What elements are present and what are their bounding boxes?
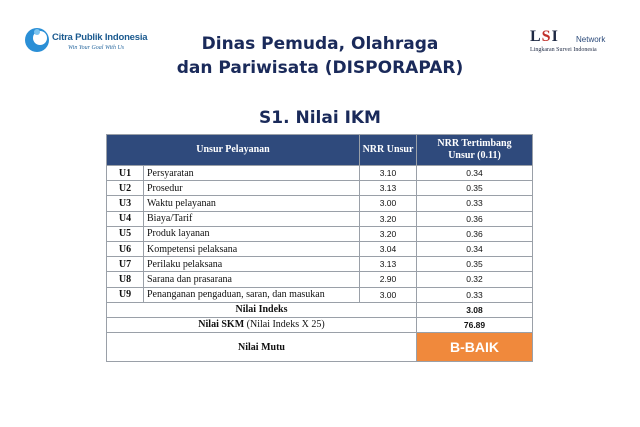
row-nrr: 3.04 bbox=[360, 241, 417, 256]
ikm-table bbox=[106, 134, 533, 362]
col-nrr-unsur: NRR Unsur bbox=[360, 135, 417, 166]
row-code: U1 bbox=[107, 166, 144, 181]
citra-publik-logo bbox=[24, 22, 148, 62]
row-weighted-nrr: 0.35 bbox=[417, 181, 533, 196]
citra-logo-tagline: Win Your Goal With Us bbox=[68, 45, 125, 51]
nilai-skm-value: 76.89 bbox=[417, 317, 533, 332]
row-code: U3 bbox=[107, 196, 144, 211]
table-row bbox=[107, 287, 533, 302]
citra-swoosh-icon bbox=[24, 24, 50, 56]
row-code: U2 bbox=[107, 181, 144, 196]
lsi-network-label: Network bbox=[576, 35, 606, 44]
nilai-skm-note: (Nilai Indeks X 25) bbox=[246, 319, 325, 331]
nilai-skm-row bbox=[107, 317, 533, 332]
lsi-mark: LSI bbox=[530, 28, 559, 45]
citra-logo-name: Citra Publik Indonesia bbox=[52, 32, 148, 43]
col-unsur-pelayanan: Unsur Pelayanan bbox=[107, 135, 360, 166]
table-row bbox=[107, 196, 533, 211]
row-weighted-nrr: 0.34 bbox=[417, 166, 533, 181]
row-label: Prosedur bbox=[144, 181, 360, 196]
row-nrr: 3.10 bbox=[360, 166, 417, 181]
row-code: U9 bbox=[107, 287, 144, 302]
table-row bbox=[107, 257, 533, 272]
row-code: U6 bbox=[107, 241, 144, 256]
table-row bbox=[107, 211, 533, 226]
nilai-skm-label: Nilai SKM bbox=[198, 319, 245, 331]
row-nrr: 3.00 bbox=[360, 196, 417, 211]
nilai-mutu-badge: B-BAIK bbox=[417, 333, 533, 362]
row-nrr: 3.13 bbox=[360, 257, 417, 272]
nilai-indeks-label: Nilai Indeks bbox=[107, 302, 417, 317]
title-line-2: dan Pariwisata (DISPORAPAR) bbox=[176, 58, 464, 78]
row-label: Biaya/Tarif bbox=[144, 211, 360, 226]
lsi-subtitle: Lingkaran Survei Indonesia bbox=[530, 47, 597, 53]
col-nrr-tertimbang: NRR Tertimbang Unsur (0.11) bbox=[417, 135, 533, 166]
row-weighted-nrr: 0.32 bbox=[417, 272, 533, 287]
section-subtitle: S1. Nilai IKM bbox=[259, 108, 381, 128]
row-weighted-nrr: 0.33 bbox=[417, 196, 533, 211]
row-label: Perilaku pelaksana bbox=[144, 257, 360, 272]
row-code: U4 bbox=[107, 211, 144, 226]
row-label: Produk layanan bbox=[144, 226, 360, 241]
row-weighted-nrr: 0.35 bbox=[417, 257, 533, 272]
nilai-indeks-row bbox=[107, 302, 533, 317]
row-nrr: 3.13 bbox=[360, 181, 417, 196]
row-label: Sarana dan prasarana bbox=[144, 272, 360, 287]
table-row bbox=[107, 272, 533, 287]
table-row bbox=[107, 181, 533, 196]
title-line-1: Dinas Pemuda, Olahraga bbox=[201, 34, 439, 54]
row-weighted-nrr: 0.36 bbox=[417, 226, 533, 241]
table-row bbox=[107, 166, 533, 181]
nilai-mutu-label: Nilai Mutu bbox=[107, 333, 417, 362]
table-row bbox=[107, 226, 533, 241]
row-weighted-nrr: 0.33 bbox=[417, 287, 533, 302]
row-nrr: 2.90 bbox=[360, 272, 417, 287]
table-header-row bbox=[107, 135, 533, 166]
row-label: Penanganan pengaduan, saran, dan masukan bbox=[144, 287, 360, 302]
row-weighted-nrr: 0.36 bbox=[417, 211, 533, 226]
lsi-logo bbox=[530, 30, 630, 60]
row-label: Kompetensi pelaksana bbox=[144, 241, 360, 256]
row-code: U5 bbox=[107, 226, 144, 241]
row-code: U7 bbox=[107, 257, 144, 272]
nilai-mutu-row bbox=[107, 333, 533, 362]
page-title bbox=[150, 32, 490, 80]
row-nrr: 3.20 bbox=[360, 226, 417, 241]
row-code: U8 bbox=[107, 272, 144, 287]
nilai-skm-cell bbox=[107, 317, 417, 332]
row-nrr: 3.20 bbox=[360, 211, 417, 226]
row-label: Persyaratan bbox=[144, 166, 360, 181]
row-nrr: 3.00 bbox=[360, 287, 417, 302]
row-label: Waktu pelayanan bbox=[144, 196, 360, 211]
row-weighted-nrr: 0.34 bbox=[417, 241, 533, 256]
table-row bbox=[107, 241, 533, 256]
nilai-indeks-value: 3.08 bbox=[417, 302, 533, 317]
